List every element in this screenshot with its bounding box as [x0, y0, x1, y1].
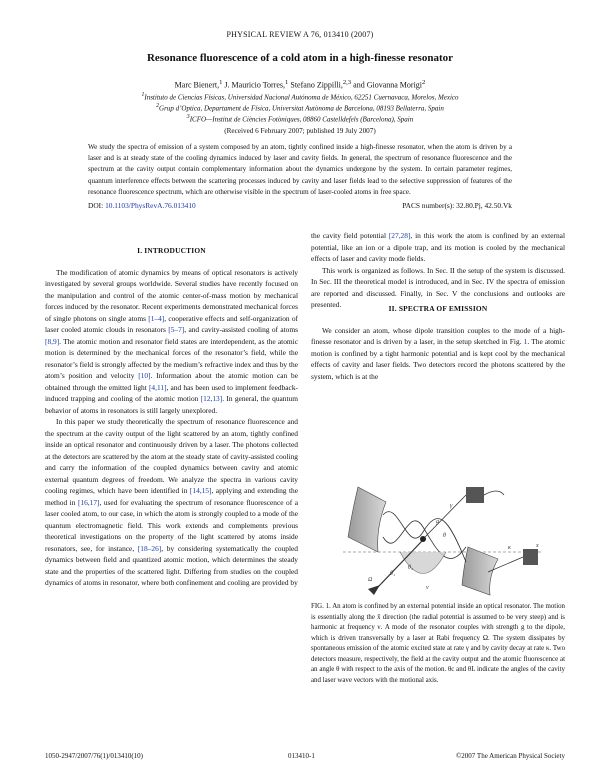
- section-1-heading: I. INTRODUCTION: [137, 246, 206, 255]
- author-4: and Giovanna Morigi: [351, 80, 423, 90]
- intro-paragraph-1: [45, 267, 298, 417]
- text-span: , cooperative effects and self-organization of laser cooled atomic clouds in resonators: [45, 313, 298, 334]
- intro-continuation: [311, 230, 565, 265]
- section-2-paragraph-1: [311, 325, 565, 383]
- text-span: . Information about the atomic motion can be obtained through the emitted light: [45, 371, 298, 392]
- fluorescence-detector-icon: [466, 487, 484, 503]
- footer-issn: 1050-2947/2007/76(1)/013410(10): [45, 752, 143, 760]
- author-2: J. Mauricio Torres,: [222, 80, 286, 90]
- author-3: Stefano Zippilli,: [288, 80, 343, 90]
- outline-paragraph: This work is organized as follows. In Sec. II the setup of the system is discussed. In Sec. III the theoretical model is introduced, and in Sec. IV the spectra of emission are reported and discussed. Finally, in Sec. V the conclusions and outlooks are presented.: [311, 265, 565, 309]
- citation-12-13[interactable]: [12,13]: [200, 394, 223, 403]
- pacs-numbers: PACS number(s): 32.80.Pj, 42.50.Vk: [402, 201, 512, 210]
- figure-1-caption: FIG. 1. An atom is confined by an external potential inside an optical resonator. The motion is essentially along the x̂ direction (the radial potential is assumed to be very steep) and is harmonic at frequency ν. A mode of the resonator couples with strength g to the dipole, which is driven transversally by a laser at Rabi frequency Ω. The system dissipates by spontaneous emission of the atomic excited state at rate γ and by cavity decay at rate κ. Two detectors measure, respectively, the field at the cavity output and the atomic fluorescence at an angle θ with respect to the axis of the motion. θc and θL indicate the angles of the cavity and laser wave vectors with the motional axis.: [311, 603, 566, 684]
- left-column: [45, 245, 298, 738]
- text-span: , used for evaluating the spectrum of resonance fluorescence of a laser cooled atom, to our case, in which the atom is strongly coupled to a mode of the quantum electromagnetic field. This work extends and complements previous theoretical investigations on the property of the light scattered by atoms inside resonators, see, for instance,: [45, 497, 298, 553]
- author-1: Marc Bienert,: [174, 80, 220, 90]
- text-span: the cavity field potential: [311, 231, 389, 240]
- abstract: We study the spectra of emission of a system composed by an atom, tightly confined inside a high-finesse resonator, when the atom is driven by a laser and is at steady state of the cooling dynamics induced by laser and cavity fields. In general, the spectrum of resonance fluorescence and the spectrum at the cavity output contain complementary information about the dynamics undergone by the system. In certain parameter regimes, quantum interference effects between the scattering processes induced by cavity and laser fields lead to the selective suppression of features of the resonance fluorescence spectrum, which are otherwise visible in the spectrum of laser-cooled atoms in free space.: [88, 143, 512, 196]
- figure-1-setup-diagram: [338, 477, 548, 597]
- text-span: , and has been used to implement feedback-induced trapping and cooling of the atomic motion: [45, 382, 298, 403]
- text-span: , applying and extending the method in: [45, 486, 298, 507]
- author-3-affil: 2,3: [342, 79, 352, 86]
- citation-18-26[interactable]: [18–26]: [137, 543, 162, 553]
- cavity-detector-icon: [523, 549, 538, 565]
- journal-header: PHYSICAL REVIEW A 76, 013410 (2007): [226, 30, 374, 39]
- affiliation-2-sup: 2: [156, 103, 160, 109]
- footer-copyright: ©2007 The American Physical Society: [455, 752, 565, 760]
- affiliation-3-sup: 3: [186, 114, 190, 120]
- intro-paragraph-2: [45, 416, 298, 589]
- trap-potential: [400, 552, 446, 574]
- received-date: (Received 6 February 2007; published 19 July 2007): [224, 127, 376, 135]
- left-mirror: [348, 487, 386, 552]
- author-4-affil: 2: [422, 79, 426, 86]
- citation-27-28[interactable]: [27,28]: [388, 231, 411, 240]
- affiliation-1-sup: 1: [141, 92, 145, 98]
- doi-label: DOI:: [88, 201, 104, 210]
- label-g: g: [436, 519, 439, 525]
- text-span: . In general, the quantum behavior of atoms in resonators is still largely unexplored.: [45, 394, 298, 415]
- right-column-top: [311, 230, 565, 311]
- footer-page-number: 013410-1: [288, 752, 315, 760]
- citation-5-7[interactable]: [5–7]: [168, 325, 185, 334]
- citation-8-9[interactable]: [8,9]: [45, 336, 60, 346]
- affiliation-1: [40, 92, 560, 101]
- text-span: The modification of atomic dynamics by means of optical resonators is actively investigated by several groups worldwide. Several studies have recently focused on the manipulation and control of the atomic center-of-mass motion by mechanical forces induced by the resonator. Recent experiments demonstrated mechanical forces of single photons on single atoms: [45, 267, 298, 323]
- citation-1-4[interactable]: [1–4]: [148, 313, 165, 323]
- label-theta-c: θ₂: [408, 565, 414, 571]
- author-list: [40, 79, 560, 90]
- detector-cable: [484, 491, 504, 495]
- label-theta: θ: [443, 533, 446, 539]
- label-gamma: γ: [450, 503, 453, 509]
- citation-16-17[interactable]: [16,17]: [77, 497, 100, 507]
- fluorescence-ray: [425, 495, 466, 537]
- doi: [88, 201, 196, 210]
- affiliation-1-text: Instituto de Ciencias Físicas, Universidad Nacional Autónoma de México, 62251 Cuernavaca, Morelos, Mexico: [144, 93, 459, 102]
- citation-4-11[interactable]: [4,11]: [148, 382, 167, 392]
- right-column-section-2: [311, 303, 565, 382]
- citation-10[interactable]: [10]: [138, 371, 151, 380]
- laser-arrow-icon: [368, 585, 380, 595]
- text-span: In this paper we study theoretically the spectrum of resonance fluorescence and the spectrum at the cavity output of the light scattered by an atom, tightly confined inside an optical resonator and continuously driven by a laser. The photons collected at the detectors are scattered by the atom at the steady state of cavity-assisted cooling and carry the information of the coupled dynamics between cavity and atomic external quantum degrees of freedom. We analyze the spectra in various cavity cooling regimes, which have been identified in: [45, 417, 298, 495]
- text-span: We consider an atom, whose dipole transition couples to the mode of a high-finesse resonator and is driven by a laser, in the setup sketched in Fig.: [311, 325, 565, 346]
- paper-title: Resonance fluorescence of a cold atom in a high-finesse resonator: [146, 52, 454, 64]
- affiliation-2: [40, 103, 560, 112]
- text-span: , and cavity-assisted cooling of atoms: [184, 325, 298, 334]
- text-span: , by considering systematically the coupled dynamics between field and quantized atomic motion, which determines the steady state and the properties of the scattered light. Differing from studies on the coupled dynamics of atoms in resonator, where both confinement and cooling are provided by: [45, 543, 298, 587]
- affiliation-3-text: ICFO—Institut de Ciències Fotòniques, 08860 Castelldefels (Barcelona), Spain: [189, 115, 414, 124]
- affiliation-2-text: Grup d’Optica, Departament de Física, Universitat Autònoma de Barcelona, 08193 Bellaterra, Spain: [159, 104, 444, 113]
- citation-14-15[interactable]: [14,15]: [189, 486, 212, 495]
- right-mirror: [462, 547, 498, 595]
- label-theta-l: θ₁: [390, 571, 396, 577]
- label-kappa: κ: [508, 545, 511, 551]
- author-1-affil: 1: [219, 79, 223, 86]
- text-span: . The atomic motion is confined by a tight harmonic potential and is kept cool by the mechanical effects of cavity and laser fields. Two detectors record the photons scattered by the system, which is at the: [311, 337, 566, 381]
- doi-link[interactable]: 10.1103/PhysRevA.76.013410: [105, 201, 196, 210]
- text-span: , in this work the atom is confined by an external potential, like an ion or a dipole trap, and its motion is cooled by the mechanical effects of laser and cavity mode fields.: [311, 231, 565, 263]
- label-x: x: [536, 543, 539, 549]
- label-omega: Ω: [368, 577, 373, 583]
- author-2-affil: 1: [285, 79, 289, 86]
- label-nu: ν: [426, 585, 429, 591]
- figure-1-link[interactable]: 1: [523, 337, 528, 346]
- text-span: . The atomic motion and resonator field states are interdependent, as the atomic motion is determined by the mechanical forces of the resonator’s field, while the resonator’s field is strongly affected by the medium’s refractive index and thus by the atom’s position and velocity: [45, 336, 298, 380]
- affiliation-3: [40, 114, 560, 123]
- section-2-heading: II. SPECTRA OF EMISSION: [388, 304, 488, 313]
